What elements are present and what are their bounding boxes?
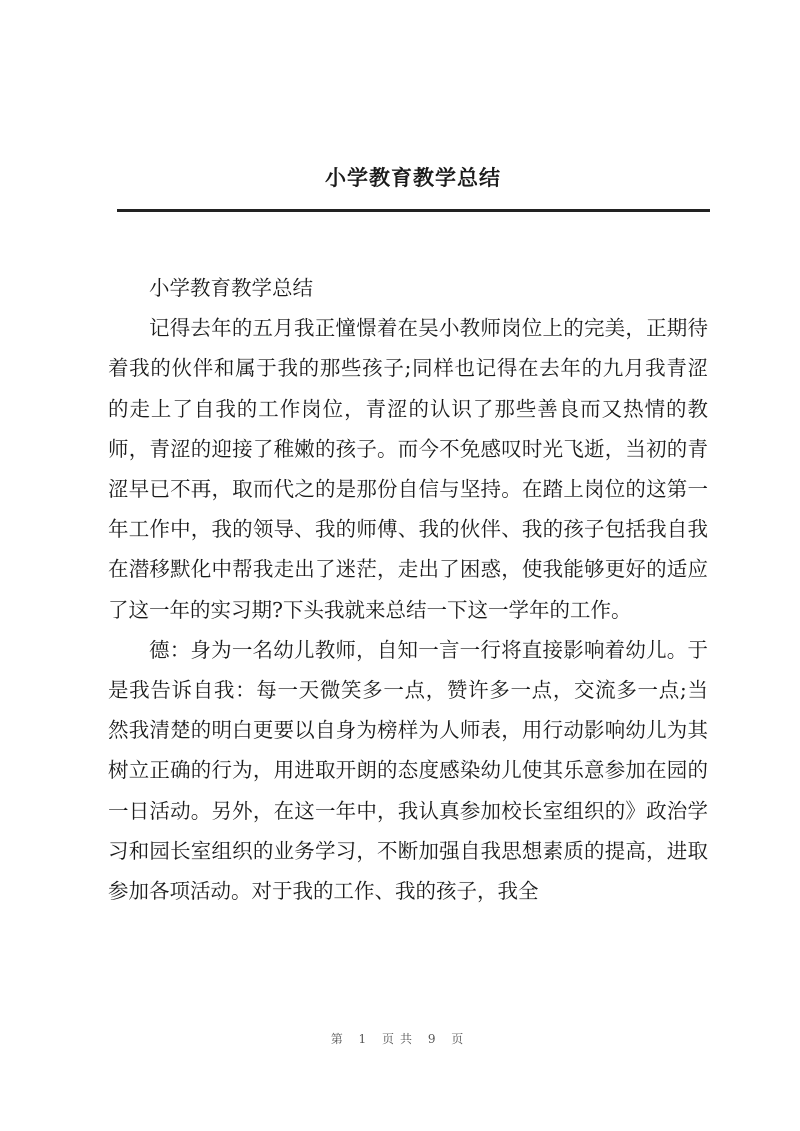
paragraph: 记得去年的五月我正憧憬着在吴小教师岗位上的完美，正期待着我的伙伴和属于我的那些孩子;同样也记得在去年的九月我青涩的走上了自我的工作岗位，青涩的认识了那些善良而又热情的教师，青涩的迎接了稚嫩的孩子。而今不免感叹时光飞逝，当初的青涩早已不再，取而代之的是那份自信与坚持。在踏上岗位的这第一年工作中，我的领导、我的师傅、我的伙伴、我的孩子包括我自我在潜移默化中帮我走出了迷茫，走出了困惑，使我能够更好的适应了这一年的实习期?下头我就来总结一下这一学年的工作。: [108, 316, 708, 622]
page-title: 小学教育教学总结: [325, 165, 501, 190]
paragraph-heading: 小学教育教学总结: [149, 276, 313, 300]
page-header: [117, 158, 709, 198]
document-body: [108, 268, 708, 911]
paragraph: 德：身为一名幼儿教师，自知一言一行将直接影响着幼儿。于是我告诉自我：每一天微笑多一点，赞许多一点，交流多一点;当然我清楚的明白更要以自身为榜样为人师表，用行动影响幼儿为其树立正确的行为，用进取开朗的态度感染幼儿使其乐意参加在园的一日活动。另外，在这一年中，我认真参加校长室组织的》政治学习和园长室组织的业务学习，不断加强自我思想素质的提高，进取参加各项活动。对于我的工作、我的孩子，我全: [108, 637, 708, 904]
header-divider: [117, 209, 710, 212]
page-number: 第 1 页共 9 页: [330, 1032, 470, 1046]
